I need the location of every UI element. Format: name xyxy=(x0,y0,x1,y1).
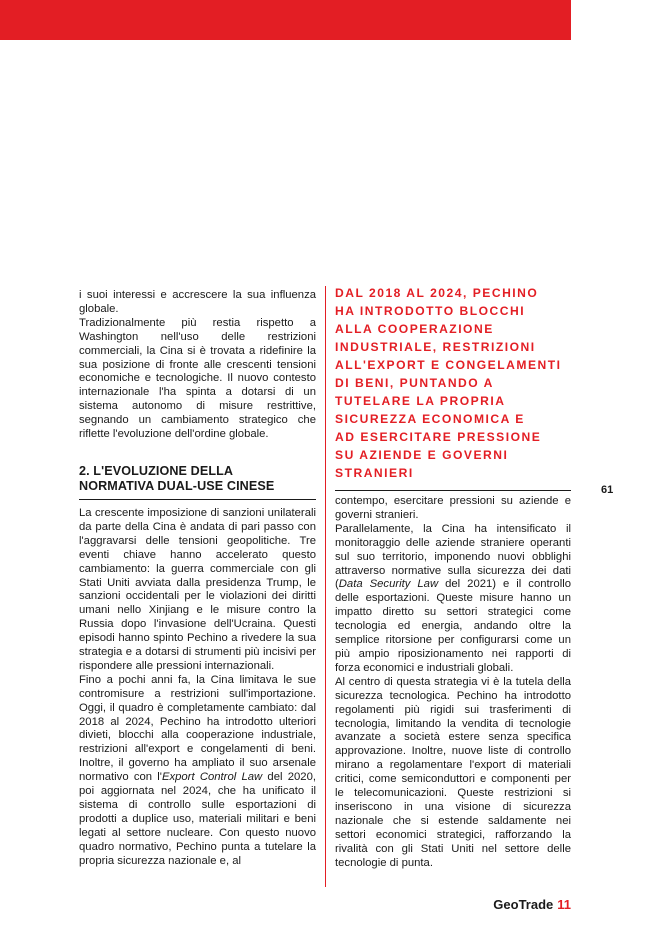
paragraph: Al centro di questa strategia vi è la tutela della sicurezza tecnologica. Pechino ha introdotto regolamenti più rigidi sui trasferimenti di tecnologia, limitando la vendita di tecnologie avanzate a società estere senza specifica approvazione. Inoltre, nuove liste di controllo mirano a regolamentare l'export di materiali critici, come semiconduttori e componenti per le telecomunicazioni. Queste restrizioni si inseriscono in una visione di sicurezza nazionale che si estende saldamente nei settori economici strategici, rafforzando la rivalità con gli Stati Uniti nel settore delle tecnologie di punta. xyxy=(335,675,571,869)
paragraph xyxy=(335,523,571,676)
section-heading-line: 2. L'EVOLUZIONE DELLA xyxy=(79,463,234,478)
text: Parallelamente, la Cina ha intensificato il monitoraggio delle aziende straniere operanti sul suo territorio, imponendo nuovi obblighi attraverso normative sulla sicurezza dei dati ( xyxy=(335,522,571,591)
pull-quote-line: AD ESERCITARE PRESSIONE xyxy=(335,430,542,444)
pull-quote-line: ALLA COOPERAZIONE xyxy=(335,322,494,336)
section-heading xyxy=(79,464,316,500)
column-divider xyxy=(325,286,326,887)
law-title: Export Control Law xyxy=(161,771,263,784)
paragraph xyxy=(79,674,316,869)
footer-brand: GeoTrade xyxy=(493,897,554,912)
pull-quote-line: SICUREZZA ECONOMICA E xyxy=(335,412,525,426)
text: del 2020, poi aggiornata nel 2024, che ha unificato il sistema di controllo sulle esportazioni di prodotti a duplice uso, materiali militari e beni legati al settore nucleare. Con questo nuovo quadro normativo, Pechino punta a tutelare la propria sicurezza nazionale e, al xyxy=(79,771,316,867)
footer-page-number: 11 xyxy=(557,897,571,912)
pull-quote-line: ALL'EXPORT E CONGELAMENTI xyxy=(335,358,562,372)
paragraph: Tradizionalmente più restia rispetto a Washington nell'uso delle restrizioni commerciali, la Cina si è trovata a ridefinire la sua posizione di fronte alle crescenti tensioni economiche e tecnologiche. Il nuovo contesto internazionale l'ha spinta a dotarsi di un sistema autonomo di misure restrittive, segnando un cambiamento strategico che riflette l'evoluzione dell'ordine globale. xyxy=(79,316,316,441)
pull-quote-line: STRANIERI xyxy=(335,466,414,480)
text: Fino a pochi anni fa, la Cina limitava le sue contromisure a restrizioni sull'importazione. Oggi, il quadro è completamente cambiato: dal 2018 al 2024, Pechino ha introdotto ulteriori divieti, blocchi alla cooperazione industriale, restrizioni all'export e congelamenti di beni. Inoltre, il governo ha ampliato il suo arsenale normativo con l' xyxy=(79,673,316,784)
top-red-bar xyxy=(0,0,571,40)
pull-quote-line: HA INTRODOTTO BLOCCHI xyxy=(335,304,526,318)
page-number: 61 xyxy=(601,484,614,496)
law-title: Data Security Law xyxy=(338,578,439,591)
paragraph: contempo, esercitare pressioni su aziende e governi stranieri. xyxy=(335,495,571,521)
pull-quote-line: SU AZIENDE E GOVERNI xyxy=(335,448,509,462)
pull-quote-line: INDUSTRIALE, RESTRIZIONI xyxy=(335,340,536,354)
pull-quote xyxy=(335,284,571,491)
footer xyxy=(493,897,571,912)
section-heading-line: NORMATIVA DUAL-USE CINESE xyxy=(79,478,275,493)
pull-quote-line: TUTELARE LA PROPRIA xyxy=(335,394,506,408)
pull-quote-line: DAL 2018 AL 2024, PECHINO xyxy=(335,286,539,300)
right-column xyxy=(335,284,571,870)
pull-quote-line: DI BENI, PUNTANDO A xyxy=(335,376,494,390)
text: del 2021) e il controllo delle esportazioni. Queste misure hanno un impatto diretto su settori strategici come tecnologia ed energia, andando oltre la semplice ritorsione per configurarsi come un più ampio riposizionamento nei rapporti di forza economici e industriali globali. xyxy=(335,578,571,674)
paragraph: i suoi interessi e accrescere la sua influenza globale. xyxy=(79,289,316,315)
left-column xyxy=(79,289,316,869)
paragraph: La crescente imposizione di sanzioni unilaterali da parte della Cina è andata di pari passo con l'aggravarsi delle tensioni geopolitiche. Tre eventi chiave hanno accelerato questo cambiamento: la guerra commerciale con gli Stati Uniti avviata dalla presidenza Trump, le sanzioni occidentali per le violazioni dei diritti umani nello Xinjiang e le misure contro la Russia dopo l'invasione dell'Ucraina. Questi episodi hanno spinto Pechino a rivedere la sua strategia e a dotarsi di strumenti più incisivi per rispondere alle pressioni internazionali. xyxy=(79,506,316,672)
